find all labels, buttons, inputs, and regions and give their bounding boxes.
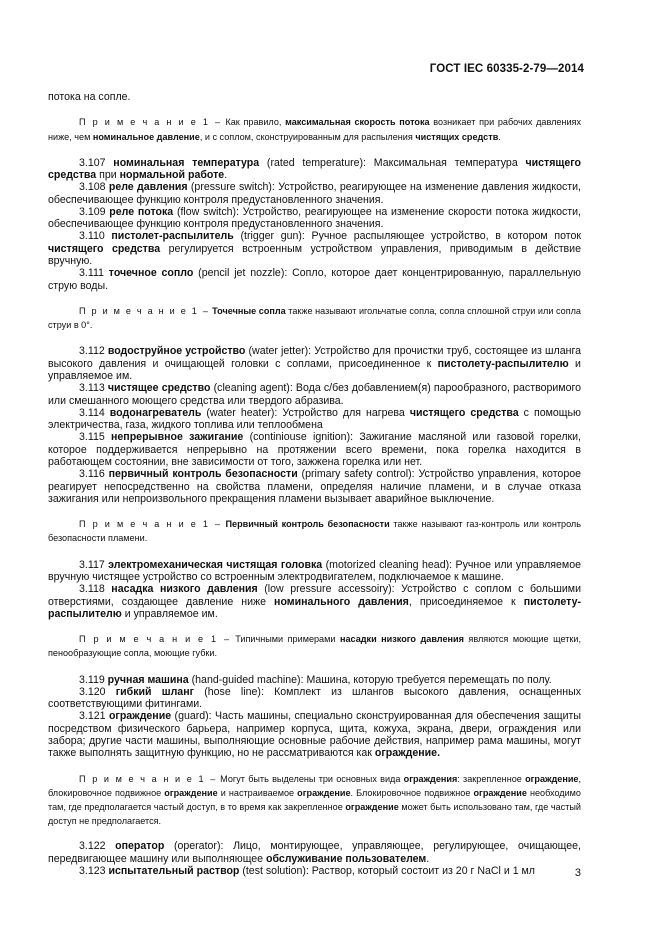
definition-3-122: 3.122 оператор (operator): Лицо, монтирующее, управляющее, регулирующее, очищающее, передвигающее машину или выполняющее обслуживание пользователем.: [48, 840, 581, 865]
definition-3-120: 3.120 гибкий шланг (hose line): Комплект из шлангов высокого давления, оснащенных соответствующими фитингами.: [48, 685, 581, 711]
document-body: [48, 91, 581, 877]
note-4: П р и м е ч а н и е 1 – Типичными примерами насадки низкого давления являются моющие щетки, пенообразующие сопла, моющие губки.: [48, 634, 581, 659]
definition-3-114: 3.114 водонагреватель (water heater): Устройство для нагрева чистящего средства с помощью электричества, газа, жидкого топлива или теплообмена: [48, 406, 581, 432]
note-label: П р и м е ч а н и е 1 –: [79, 634, 231, 645]
note-1: П р и м е ч а н и е 1 – Как правило, максимальная скорость потока возникает при рабочих давлениях ниже, чем номинальное давление, и с соплом, сконструированным для распыления чистящих средств.: [48, 117, 582, 142]
definition-3-112: 3.112 водоструйное устройство (water jetter): Устройство для прочистки труб, состоящее из шланга высокого давления и очищающей головки с соплами, присоединенное к пистолету-распылителю и управляемое им.: [48, 345, 581, 382]
definition-3-113: 3.113 чистящее средство (cleaning agent): Вода с/без добавлением(я) парообразного, растворимого или смешанного моющего средства или твердого абразива.: [48, 382, 581, 407]
note-label: П р и м е ч а н и е 1 –: [79, 773, 217, 784]
note-2: П р и м е ч а н и е 1 – Точечные сопла также называют игольчатые сопла, сопла сплошной струи или сопла струи в 0°.: [48, 305, 581, 331]
definition-3-107: 3.107 номинальная температура (rated temperature): Максимальная температура чистящего средства при нормальной работе.: [48, 156, 581, 181]
definition-3-117: 3.117 электромеханическая чистящая головка (motorized cleaning head): Ручное или управляемое вручную чистящее устройство со встроенным электродвигателем, подключаемое к машине.: [48, 558, 581, 583]
definition-3-109: 3.109 реле потока (flow switch): Устройство, реагирующее на изменение скорости потока жидкости, обеспечивающее функцию контроля предустановленного значения.: [48, 205, 581, 231]
definition-3-121: 3.121 ограждение (guard): Часть машины, специально сконструированная для обеспечения защиты посредством физического барьера, например корпуса, щита, кожуха, экрана, двери, ограждения или забора; другие части машины, выполняющие основные рабочие действия, например рама машины, могут также выполнять защитную функцию, но не рассматриваются как ограждение.: [48, 710, 581, 760]
note-label: П р и м е ч а н и е 1 –: [79, 117, 222, 128]
definition-3-116: 3.116 первичный контроль безопасности (primary safety control): Устройство управления, которое реагирует непосредственно на свойства пламени, определяя наличие пламени, и в случае отказа зажигания или непроизвольного прекращения пламени вызывает аварийное выключение.: [48, 468, 582, 505]
page-number: 3: [574, 867, 581, 879]
definition-3-123: 3.123 испытательный раствор (test solution): Раствор, который состоит из 20 г NaCl и 1 мл: [79, 865, 535, 878]
definition-3-118: 3.118 насадка низкого давления (low pressure accessoiry): Устройство с соплом с большими отверстиями, создающее давление ниже номинального давления, присоединяемое к пистолету-распылителю и управляемое им.: [48, 583, 581, 620]
definition-3-110: 3.110 пистолет-распылитель (trigger gun): Ручное распыляющее устройство, в котором поток чистящего средства регулируется встроенным устройством управления, приводимым в действие вручную.: [48, 230, 581, 268]
definition-3-111: 3.111 точечное сопло (pencil jet nozzle): Сопло, которое дает концентрированную, параллельную струю воды.: [48, 267, 582, 292]
note-label: П р и м е ч а н и е 1 –: [79, 519, 222, 530]
definition-3-119: 3.119 ручная машина (hand-guided machine): Машина, которую требуется перемещать по полу.: [79, 673, 552, 686]
text-continuation: потока на сопле.: [48, 91, 131, 103]
definition-3-115: 3.115 непрерывное зажигание (continiouse ignition): Зажигание масляной или газовой горелки, которое поддерживается непрерывно на протяжении всего времени, пока горелка находится в работающем состоянии, вне зависимости от того, зажжена горелка или нет.: [48, 431, 581, 469]
note-label: П р и м е ч а н и е 1 –: [79, 305, 210, 316]
document-header: ГОСТ IEC 60335-2-79—2014: [429, 63, 584, 75]
note-5: П р и м е ч а н и е 1 – Могут быть выделены три основных вида ограждения: закрепленное ограждение, блокировочное подвижное ограждение и настраиваемое ограждение. Блокировочное подвижное ограждение необходимо там, где предполагается частый доступ, в то время как закрепленное ограждение может быть использовано там, где частый доступ не предполагается.: [48, 773, 581, 827]
definition-3-108: 3.108 реле давления (pressure switch): Устройство, реагирующее на изменение давления жидкости, обеспечивающее функцию контроля предустановленного значения.: [48, 181, 581, 206]
note-3: П р и м е ч а н и е 1 – Первичный контроль безопасности также называют газ-контроль или контроль безопасности пламени.: [48, 519, 581, 544]
